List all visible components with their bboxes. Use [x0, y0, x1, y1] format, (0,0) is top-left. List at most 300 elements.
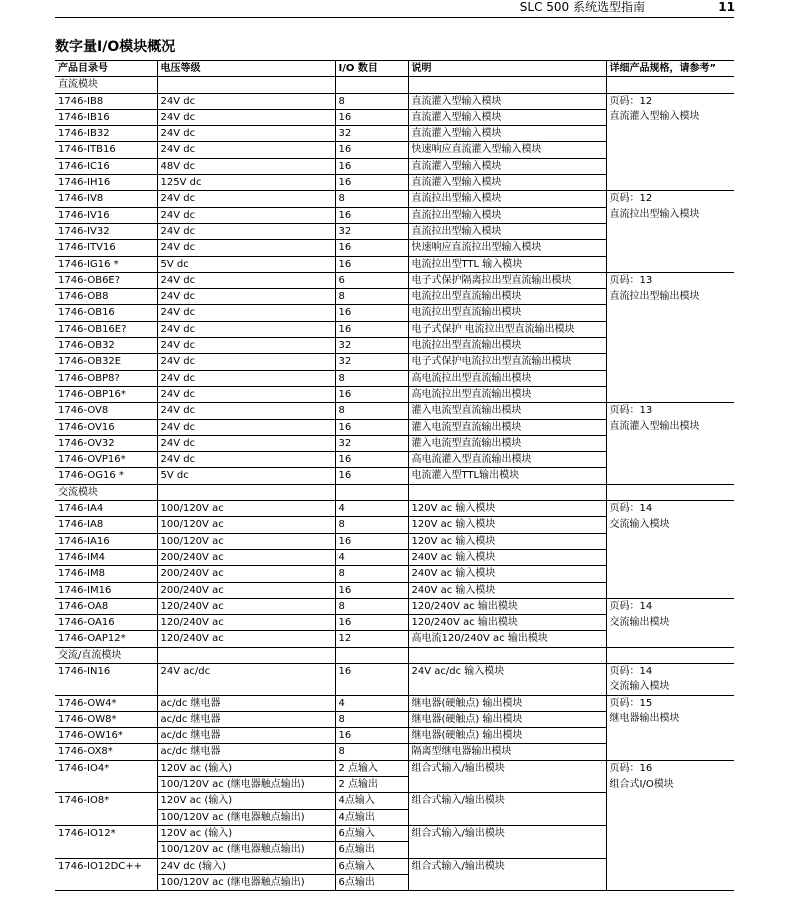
- io-count: 32: [335, 435, 408, 451]
- reference-empty: [606, 126, 734, 142]
- table-row: [55, 109, 734, 125]
- catalog-number-cont: [55, 842, 157, 858]
- reference-empty: [606, 435, 734, 451]
- io-count: 4: [335, 501, 408, 517]
- table-row: [55, 370, 734, 386]
- catalog-number: 1746-OBP16*: [55, 386, 157, 402]
- voltage-rating: 100/120V ac: [157, 533, 335, 549]
- table-row: [55, 305, 734, 321]
- reference-cell: [606, 663, 734, 695]
- io-count: 16: [335, 207, 408, 223]
- description: 120V ac 输入模块: [408, 501, 606, 517]
- reference-empty: [606, 793, 734, 809]
- description: 电流灌入型TTL输出模块: [408, 468, 606, 484]
- catalog-number: 1746-IC16: [55, 158, 157, 174]
- voltage-rating: 200/240V ac: [157, 582, 335, 598]
- catalog-number: 1746-IM8: [55, 566, 157, 582]
- description: 直流灌入型输入模块: [408, 109, 606, 125]
- reference-page: 页码：12: [606, 191, 734, 207]
- table-row: [55, 468, 734, 484]
- reference-empty: [606, 468, 734, 484]
- description: 灌入电流型直流输出模块: [408, 419, 606, 435]
- io-count: 16: [335, 468, 408, 484]
- reference-page: 页码：14: [609, 665, 653, 677]
- voltage-rating-output: 100/120V ac (继电器触点输出): [157, 874, 335, 890]
- description: 120V ac 输入模块: [408, 517, 606, 533]
- catalog-number: 1746-OA16: [55, 615, 157, 631]
- voltage-rating: 24V dc: [157, 289, 335, 305]
- description: 高电流拉出型直流输出模块: [408, 370, 606, 386]
- description: 快速响应直流拉出型输入模块: [408, 240, 606, 256]
- description: 组合式输入/输出模块: [408, 793, 606, 809]
- description: 直流拉出型输入模块: [408, 207, 606, 223]
- table-row: [55, 403, 734, 419]
- voltage-rating: 24V dc: [157, 403, 335, 419]
- table-row: [55, 695, 734, 711]
- voltage-rating-output: 100/120V ac (继电器触点输出): [157, 777, 335, 793]
- catalog-number: 1746-IV32: [55, 223, 157, 239]
- voltage-rating-input: 120V ac (输入): [157, 825, 335, 841]
- reference-page: 页码：14: [606, 501, 734, 517]
- io-count: 16: [335, 158, 408, 174]
- reference-empty: [606, 744, 734, 760]
- voltage-rating: 5V dc: [157, 256, 335, 272]
- description: 120/240V ac 输出模块: [408, 615, 606, 631]
- voltage-rating: 24V dc: [157, 370, 335, 386]
- catalog-number: 1746-IA16: [55, 533, 157, 549]
- voltage-rating: 24V dc: [157, 321, 335, 337]
- empty-cell: [157, 647, 335, 663]
- description: 直流灌入型输入模块: [408, 175, 606, 191]
- description: 240V ac 输入模块: [408, 549, 606, 565]
- description-cont: [408, 874, 606, 890]
- catalog-number: 1746-OAP12*: [55, 631, 157, 647]
- io-count: 8: [335, 93, 408, 109]
- table-row: [55, 760, 734, 776]
- empty-cell: [335, 484, 408, 500]
- reference-page: 页码：12: [606, 93, 734, 109]
- col-header-description: 说明: [408, 61, 606, 77]
- catalog-number: 1746-IO8*: [58, 795, 110, 807]
- table-row: [55, 533, 734, 549]
- io-count: 16: [335, 663, 408, 695]
- description: 组合式输入/输出模块: [408, 760, 606, 776]
- io-count: 16: [335, 386, 408, 402]
- voltage-rating-input: 120V ac (输入): [157, 760, 335, 776]
- catalog-number: 1746-OW16*: [55, 728, 157, 744]
- section-title: 交流/直流模块: [55, 647, 157, 663]
- table-row: [55, 517, 734, 533]
- io-count: 8: [335, 370, 408, 386]
- voltage-rating: ac/dc 继电器: [157, 711, 335, 727]
- document-title: SLC 500 系统选型指南: [519, 0, 645, 14]
- io-count-input: 2 点输入: [335, 760, 408, 776]
- table-row: [55, 93, 734, 109]
- catalog-number: 1746-OB16: [55, 305, 157, 321]
- reference-text: 直流灌入型输出模块: [606, 419, 734, 435]
- catalog-number: 1746-IO12*: [58, 827, 116, 839]
- io-count: 6: [335, 272, 408, 288]
- empty-cell: [408, 77, 606, 93]
- catalog-number: 1746-IM16: [55, 582, 157, 598]
- reference-empty: [606, 142, 734, 158]
- io-count: 16: [335, 615, 408, 631]
- io-count: 32: [335, 126, 408, 142]
- empty-cell: [408, 647, 606, 663]
- io-count: 8: [335, 598, 408, 614]
- voltage-rating: ac/dc 继电器: [157, 744, 335, 760]
- description: 电流拉出型直流输出模块: [408, 338, 606, 354]
- table-row: [55, 158, 734, 174]
- table-row: [55, 598, 734, 614]
- reference-empty: [606, 728, 734, 744]
- voltage-rating: 24V dc: [157, 191, 335, 207]
- io-count: 8: [335, 744, 408, 760]
- voltage-rating: 24V dc: [157, 338, 335, 354]
- voltage-rating: 100/120V ac: [157, 501, 335, 517]
- catalog-number: 1746-IB8: [55, 93, 157, 109]
- voltage-rating: 24V dc: [157, 93, 335, 109]
- io-count: 16: [335, 305, 408, 321]
- table-row: [55, 452, 734, 468]
- table-row: [55, 874, 734, 890]
- reference-empty: [606, 386, 734, 402]
- reference-empty: [606, 858, 734, 874]
- catalog-number: 1746-IA8: [55, 517, 157, 533]
- io-count: 8: [335, 517, 408, 533]
- table-row: [55, 809, 734, 825]
- table-row: [55, 858, 734, 874]
- reference-text: 交流输出模块: [606, 615, 734, 631]
- io-count: 16: [335, 728, 408, 744]
- table-row: [55, 842, 734, 858]
- description: 直流灌入型输入模块: [408, 93, 606, 109]
- section-title: 直流模块: [55, 77, 157, 93]
- empty-cell: [157, 484, 335, 500]
- io-count: 16: [335, 240, 408, 256]
- reference-empty: [606, 175, 734, 191]
- io-count: 4: [335, 549, 408, 565]
- table-row: [55, 289, 734, 305]
- reference-page: 页码：16: [606, 760, 734, 776]
- digital-io-table: [55, 60, 734, 891]
- io-count-output: 6点输出: [335, 842, 408, 858]
- description: 电流拉出型TTL 输入模块: [408, 256, 606, 272]
- io-count: 16: [335, 533, 408, 549]
- description: 继电器(硬触点) 输出模块: [408, 695, 606, 711]
- empty-cell: [335, 77, 408, 93]
- description: 240V ac 输入模块: [408, 566, 606, 582]
- table-row: [55, 126, 734, 142]
- description: 直流灌入型输入模块: [408, 126, 606, 142]
- reference-text: 直流灌入型输入模块: [606, 109, 734, 125]
- io-count: 8: [335, 403, 408, 419]
- table-row: [55, 711, 734, 727]
- table-row: [55, 207, 734, 223]
- catalog-number-cont: [55, 777, 157, 793]
- description: 120V ac 输入模块: [408, 533, 606, 549]
- description: 电流拉出型直流输出模块: [408, 305, 606, 321]
- table-row: [55, 256, 734, 272]
- io-count: 16: [335, 321, 408, 337]
- description: 电流拉出型直流输出模块: [408, 289, 606, 305]
- description: 灌入电流型直流输出模块: [408, 435, 606, 451]
- reference-empty: [606, 631, 734, 647]
- col-header-reference: 详细产品规格，请参考”: [606, 61, 734, 77]
- description: 电子式保护 电流拉出型直流输出模块: [408, 321, 606, 337]
- catalog-number: 1746-IH16: [55, 175, 157, 191]
- voltage-rating: 200/240V ac: [157, 566, 335, 582]
- voltage-rating: 24V dc: [157, 126, 335, 142]
- description: 120/240V ac 输出模块: [408, 598, 606, 614]
- voltage-rating: 120/240V ac: [157, 598, 335, 614]
- reference-empty: [606, 158, 734, 174]
- reference-text: 组合式I/O模块: [606, 777, 734, 793]
- table-row: [55, 663, 734, 695]
- catalog-number: 1746-OV8: [55, 403, 157, 419]
- catalog-number: 1746-OBP8?: [55, 370, 157, 386]
- catalog-number: 1746-OW8*: [55, 711, 157, 727]
- empty-cell: [335, 647, 408, 663]
- table-row: [55, 386, 734, 402]
- voltage-rating: 24V dc: [157, 386, 335, 402]
- reference-text: 交流输入模块: [609, 681, 670, 693]
- description: 直流拉出型输入模块: [408, 191, 606, 207]
- voltage-rating: 24V dc: [157, 435, 335, 451]
- io-count: 32: [335, 338, 408, 354]
- io-count-input: 6点输入: [335, 825, 408, 841]
- reference-empty: [606, 370, 734, 386]
- description-cont: [408, 777, 606, 793]
- voltage-rating: 125V dc: [157, 175, 335, 191]
- io-count: 16: [335, 175, 408, 191]
- catalog-number: 1746-ITV16: [55, 240, 157, 256]
- io-count: 16: [335, 419, 408, 435]
- voltage-rating: 24V dc: [157, 305, 335, 321]
- reference-empty: [606, 240, 734, 256]
- catalog-number: 1746-IV8: [55, 191, 157, 207]
- voltage-rating: 24V dc: [157, 272, 335, 288]
- io-count: 16: [335, 452, 408, 468]
- description: 组合式输入/输出模块: [408, 858, 606, 874]
- description: 电子式保护电流拉出型直流输出模块: [408, 354, 606, 370]
- table-header-row: [55, 61, 734, 77]
- reference-empty: [606, 354, 734, 370]
- reference-text: 交流输入模块: [606, 517, 734, 533]
- catalog-number: 1746-OB8: [55, 289, 157, 305]
- catalog-number: 1746-OV32: [55, 435, 157, 451]
- catalog-number: 1746-IM4: [55, 549, 157, 565]
- voltage-rating: 5V dc: [157, 468, 335, 484]
- table-row: [55, 549, 734, 565]
- io-count: 16: [335, 142, 408, 158]
- table-row: [55, 825, 734, 841]
- description: 电子式保护隔离拉出型直流输出模块: [408, 272, 606, 288]
- table-row: [55, 321, 734, 337]
- description: 直流灌入型输入模块: [408, 158, 606, 174]
- table-row: [55, 240, 734, 256]
- reference-text: 直流拉出型输出模块: [606, 289, 734, 305]
- catalog-number: 1746-IO4*: [58, 762, 110, 774]
- voltage-rating: 24V ac/dc: [157, 663, 335, 695]
- table-row: [55, 615, 734, 631]
- table-row: [55, 582, 734, 598]
- io-count: 8: [335, 191, 408, 207]
- table-row: [55, 354, 734, 370]
- catalog-number: 1746-IB16: [55, 109, 157, 125]
- io-count: 32: [335, 354, 408, 370]
- reference-page: 页码：13: [606, 272, 734, 288]
- voltage-rating: 24V dc: [157, 419, 335, 435]
- description: 隔离型继电器输出模块: [408, 744, 606, 760]
- table-row: [55, 338, 734, 354]
- io-count: 16: [335, 582, 408, 598]
- io-count: 16: [335, 256, 408, 272]
- catalog-number-cont: [55, 874, 157, 890]
- reference-empty: [606, 533, 734, 549]
- description: 24V ac/dc 输入模块: [408, 663, 606, 695]
- io-count: 8: [335, 566, 408, 582]
- reference-page: 页码：15: [606, 695, 734, 711]
- reference-empty: [606, 549, 734, 565]
- voltage-rating: 24V dc: [157, 240, 335, 256]
- voltage-rating: 24V dc: [157, 223, 335, 239]
- catalog-number: 1746-ITB16: [55, 142, 157, 158]
- description: 高电流拉出型直流输出模块: [408, 386, 606, 402]
- voltage-rating-input: 24V dc (输入): [157, 858, 335, 874]
- empty-cell: [606, 77, 734, 93]
- voltage-rating: 24V dc: [157, 452, 335, 468]
- catalog-number: 1746-OW4*: [55, 695, 157, 711]
- reference-empty: [606, 582, 734, 598]
- table-row: [55, 744, 734, 760]
- table-row: [55, 728, 734, 744]
- reference-page: 页码：13: [606, 403, 734, 419]
- empty-cell: [408, 484, 606, 500]
- description: 继电器(硬触点) 输出模块: [408, 728, 606, 744]
- catalog-number: 1746-IO12DC++: [58, 860, 143, 872]
- table-row: [55, 223, 734, 239]
- table-body: [55, 77, 734, 891]
- col-header-catalog: 产品目录号: [55, 61, 157, 77]
- description: 240V ac 输入模块: [408, 582, 606, 598]
- col-header-voltage: 电压等级: [157, 61, 335, 77]
- catalog-number: 1746-IN16: [55, 663, 157, 695]
- voltage-rating-output: 100/120V ac (继电器触点输出): [157, 809, 335, 825]
- section-row: [55, 484, 734, 500]
- io-count-input: 4点输入: [335, 793, 408, 809]
- table-row: [55, 175, 734, 191]
- catalog-number: 1746-OB16E?: [55, 321, 157, 337]
- voltage-rating: 120/240V ac: [157, 615, 335, 631]
- section-title: 交流模块: [55, 484, 157, 500]
- table-row: [55, 435, 734, 451]
- table-row: [55, 793, 734, 809]
- catalog-number: 1746-IA4: [55, 501, 157, 517]
- reference-empty: [606, 842, 734, 858]
- table-row: [55, 501, 734, 517]
- description: 快速响应直流灌入型输入模块: [408, 142, 606, 158]
- description: 直流拉出型输入模块: [408, 223, 606, 239]
- reference-empty: [606, 452, 734, 468]
- voltage-rating: ac/dc 继电器: [157, 695, 335, 711]
- reference-empty: [606, 825, 734, 841]
- voltage-rating: 24V dc: [157, 354, 335, 370]
- voltage-rating: 24V dc: [157, 207, 335, 223]
- description-cont: [408, 809, 606, 825]
- voltage-rating: 120/240V ac: [157, 631, 335, 647]
- reference-empty: [606, 321, 734, 337]
- description: 灌入电流型直流输出模块: [408, 403, 606, 419]
- io-count: 8: [335, 289, 408, 305]
- voltage-rating-output: 100/120V ac (继电器触点输出): [157, 842, 335, 858]
- description: 组合式输入/输出模块: [408, 825, 606, 841]
- voltage-rating: 48V dc: [157, 158, 335, 174]
- col-header-io-count: I/O 数目: [335, 61, 408, 77]
- page-title: 数字量I/O模块概况: [55, 39, 176, 55]
- io-count: 4: [335, 695, 408, 711]
- description: 继电器(硬触点) 输出模块: [408, 711, 606, 727]
- description-cont: [408, 842, 606, 858]
- table-row: [55, 777, 734, 793]
- io-count-input: 6点输入: [335, 858, 408, 874]
- empty-cell: [606, 647, 734, 663]
- catalog-number: 1746-IB32: [55, 126, 157, 142]
- catalog-number: 1746-OV16: [55, 419, 157, 435]
- reference-text: 直流拉出型输入模块: [606, 207, 734, 223]
- catalog-number: 1746-OB32E: [55, 354, 157, 370]
- reference-empty: [606, 809, 734, 825]
- page-header: [0, 0, 791, 18]
- voltage-rating: 24V dc: [157, 142, 335, 158]
- io-count: 12: [335, 631, 408, 647]
- io-count-output: 4点输出: [335, 809, 408, 825]
- empty-cell: [157, 77, 335, 93]
- reference-empty: [606, 338, 734, 354]
- reference-page: 页码：14: [606, 598, 734, 614]
- table-row: [55, 142, 734, 158]
- catalog-number: 1746-OVP16*: [55, 452, 157, 468]
- voltage-rating-input: 120V ac (输入): [157, 793, 335, 809]
- catalog-number: 1746-OA8: [55, 598, 157, 614]
- empty-cell: [606, 484, 734, 500]
- voltage-rating: 200/240V ac: [157, 549, 335, 565]
- io-count: 32: [335, 223, 408, 239]
- section-row: [55, 77, 734, 93]
- voltage-rating: ac/dc 继电器: [157, 728, 335, 744]
- section-row: [55, 647, 734, 663]
- table-row: [55, 272, 734, 288]
- table-row: [55, 191, 734, 207]
- table-row: [55, 631, 734, 647]
- reference-text: 继电器输出模块: [606, 711, 734, 727]
- reference-empty: [606, 566, 734, 582]
- io-count-output: 6点输出: [335, 874, 408, 890]
- reference-empty: [606, 305, 734, 321]
- page-number: 11: [718, 0, 735, 14]
- io-count: 8: [335, 711, 408, 727]
- voltage-rating: 24V dc: [157, 109, 335, 125]
- io-count-output: 2 点输出: [335, 777, 408, 793]
- table-row: [55, 419, 734, 435]
- catalog-number: 1746-OX8*: [55, 744, 157, 760]
- reference-empty: [606, 223, 734, 239]
- catalog-number-cont: [55, 809, 157, 825]
- header-rule: [55, 17, 734, 18]
- catalog-number: 1746-IV16: [55, 207, 157, 223]
- table-row: [55, 566, 734, 582]
- reference-empty: [606, 874, 734, 890]
